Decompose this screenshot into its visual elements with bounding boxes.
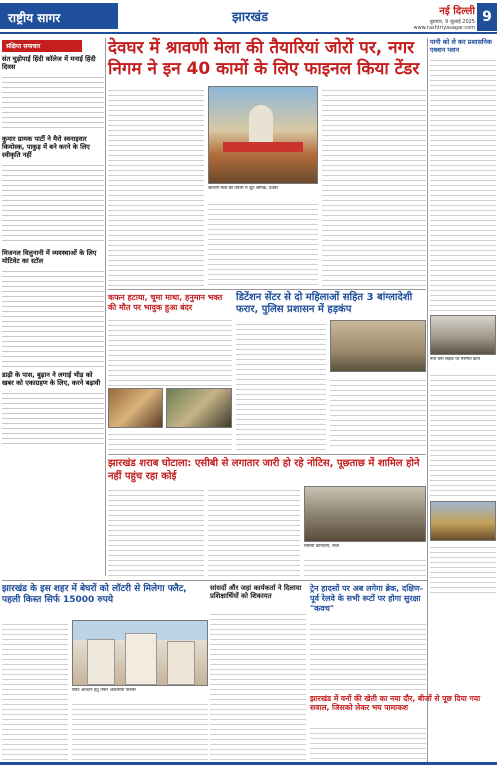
train-story-headline: ट्रेन हादसों पर अब लगेगा ब्रेक, दक्षिण-पूर्व रेलवे के सभी रूटों पर होगा सुरक्षा "कवच" <box>310 584 424 613</box>
brief-story <box>2 55 104 131</box>
lottery-story-headline: झारखंड के इस शहर में बेघरों को लॉटरी से मिलेगा फ्लैट, पहली किस्त सिर्फ 15000 रुपये <box>2 584 187 605</box>
brief-news-label: संक्षिप्त समाचार <box>2 40 82 52</box>
masthead <box>0 0 497 34</box>
liquor-story-text <box>208 486 300 578</box>
right-story-text <box>430 56 496 311</box>
detention-photo <box>330 320 426 372</box>
detention-story-headline: डिटेंशन सेंटर से दो महिलाओं सहित 3 बांग्लादेशी फरार, पुलिस प्रशासन में हड़कंप <box>236 292 413 315</box>
brief-story-body <box>2 73 104 131</box>
monkey-story-text <box>108 430 232 452</box>
city: नई दिल्ली <box>439 6 475 17</box>
nomination-text <box>210 610 306 762</box>
lottery-story-text <box>2 620 68 762</box>
building-shape <box>125 633 157 685</box>
monkey-photo <box>108 388 163 428</box>
temple-shape <box>249 105 273 145</box>
crowd-photo <box>166 388 232 428</box>
road-photo-caption: नया बनी सड़क पर मरम्मत कार्य <box>430 357 481 362</box>
column-divider <box>427 38 428 763</box>
brief-story <box>2 135 104 245</box>
lead-photo <box>208 86 318 184</box>
date: बुधवार, 9 जुलाई 2025 <box>429 19 475 25</box>
monkey-story-headline: कफन हटाया, चूमा माथा, हनुमान भक्त की मौत पर भावुक हुआ बंदर <box>108 293 223 312</box>
brief-story-body <box>2 161 104 245</box>
forest-story-headline: झारखंड में वनों की खेती का नया दौर, बीजों से पूछ दिया गया सवाल, जिसको लेकर भय पामाकश <box>310 694 481 713</box>
page-number: 9 <box>477 3 497 31</box>
forest-story-text <box>310 724 426 762</box>
lead-story-text <box>208 200 318 286</box>
brief-story-title: मिजनल विलुनानी में व्यवस्थाओं के लिए मोटिवेट का स्टॉल <box>2 249 97 265</box>
right-story-text <box>430 543 496 595</box>
column-divider <box>105 38 106 576</box>
building-shape <box>167 641 195 685</box>
liquor-story-text <box>108 486 204 578</box>
brief-story-title: संत चुड़ोपाई हिंदी कॉलेज में मनाई हिंदी दिवस <box>2 55 96 71</box>
section-title: झारखंड <box>231 10 269 25</box>
lottery-story-text <box>72 700 208 762</box>
road-photo <box>430 315 496 355</box>
lead-headline: देवघर में श्रावणी मेला की तैयारियां जोरों पर, नगर निगम ने इन 40 कामों के लिए फाइनल किया टेंडर <box>108 38 420 79</box>
dateline <box>385 3 475 31</box>
detention-story-text <box>330 376 426 450</box>
section-divider <box>108 289 426 290</box>
building-shape <box>87 639 115 685</box>
train-photo <box>430 501 496 541</box>
liquor-story-text <box>304 556 426 578</box>
brief-story-title: डाढ़ी के पास, बुढ़ान ने लगाई भीड़ को खबर को एकाग्रहण के लिए, करने बढ़ावी <box>2 371 101 387</box>
brief-story-body <box>2 389 104 445</box>
brief-story-body <box>2 267 104 367</box>
flats-photo <box>72 620 208 686</box>
liquor-story-headline: झारखंड शराब घोटाला: एसीबी से लगातार जारी हो रहे नोटिस, पूछताछ में शामिल होने नहीं पहुंच रहा कोई <box>108 458 420 482</box>
liquor-photo-caption: एसीबी कार्यालय, रांची <box>304 544 339 549</box>
brief-story <box>2 249 104 367</box>
right-column <box>430 38 496 595</box>
detention-story-text <box>236 320 326 450</box>
flats-photo-caption: फ्लैट आवंटन हेतु तैयार आवासीय परिसर <box>72 688 136 693</box>
train-story-text <box>310 620 426 690</box>
section-divider <box>108 454 426 455</box>
lead-story-text <box>108 86 204 286</box>
liquor-photo <box>304 486 426 542</box>
website-url: www.rashtriyasagar.com <box>413 25 475 31</box>
brief-story <box>2 371 104 445</box>
right-story-text <box>430 371 496 497</box>
lead-photo-caption: श्रावणी मेला की तैयारी में जुटे श्रमिक, देवघर <box>208 186 279 191</box>
lead-story-text <box>322 86 426 286</box>
nomination-headline: सांसदों और जहां कार्यकर्ता ने दिलाया प्रशिक्षार्थियों को शिकायत <box>210 584 302 601</box>
left-column <box>2 40 104 445</box>
paper-name: राष्ट्रीय सागर <box>0 3 118 29</box>
right-headline: पानी को ले कर प्रशासनिक एक्शन प्लान <box>430 38 492 54</box>
crowd-shape <box>223 142 303 152</box>
brief-story-title: कुमार ग्रामक पार्टी ने मैरो स्वनाइवार कियोस्क, पाकुड़ में बने करने के लिए स्वीकृति नहीं <box>2 135 90 159</box>
monkey-story-text <box>108 316 232 386</box>
section-divider <box>2 580 427 581</box>
